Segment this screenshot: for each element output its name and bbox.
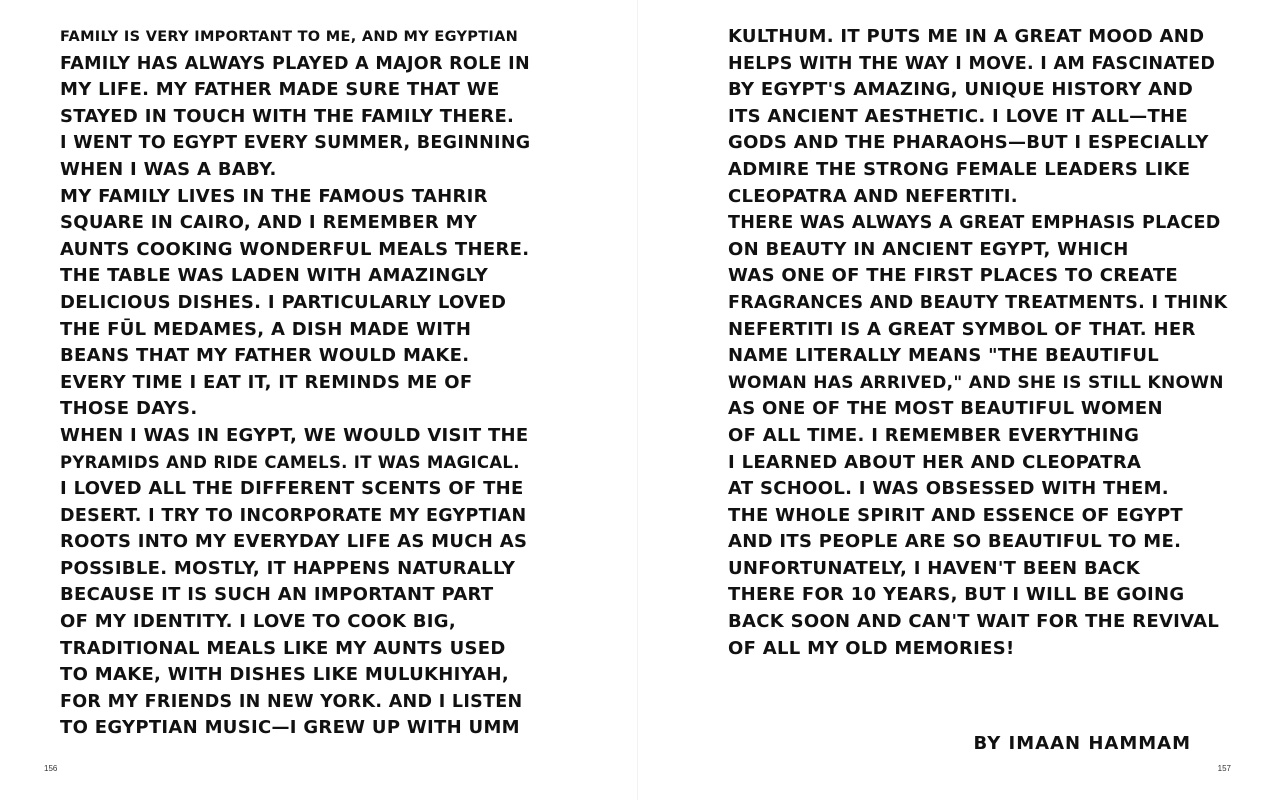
text-line: ROOTS INTO MY EVERYDAY LIFE AS MUCH AS bbox=[60, 531, 528, 553]
text-line: PYRAMIDS AND RIDE CAMELS. IT WAS MAGICAL. bbox=[60, 452, 520, 472]
text-line: HELPS WITH THE WAY I MOVE. I AM FASCINATED bbox=[728, 53, 1216, 74]
text-line: POSSIBLE. MOSTLY, IT HAPPENS NATURALLY bbox=[60, 557, 516, 579]
text-line: THE WHOLE SPIRIT AND ESSENCE OF EGYPT bbox=[728, 504, 1184, 526]
text-line: MY LIFE. MY FATHER MADE SURE THAT WE bbox=[60, 79, 500, 101]
text-line: TO EGYPTIAN MUSIC—I GREW UP WITH UMM bbox=[60, 717, 520, 739]
text-line: TO MAKE, WITH DISHES LIKE MULUKHIYAH, bbox=[60, 664, 509, 686]
text-line: STAYED IN TOUCH WITH THE FAMILY THERE. bbox=[60, 105, 515, 127]
text-line: BY EGYPT'S AMAZING, UNIQUE HISTORY AND bbox=[728, 79, 1194, 101]
page-number: 156 bbox=[44, 764, 58, 773]
text-line: WHEN I WAS A BABY. bbox=[60, 158, 277, 180]
text-line: AUNTS COOKING WONDERFUL MEALS THERE. bbox=[60, 238, 530, 260]
text-line: THERE WAS ALWAYS A GREAT EMPHASIS PLACED bbox=[728, 213, 1221, 234]
text-line: THE FŪL MEDAMES, A DISH MADE WITH bbox=[60, 318, 472, 340]
text-line: THE TABLE WAS LADEN WITH AMAZINGLY bbox=[60, 265, 489, 287]
page-number: 157 bbox=[1217, 764, 1231, 773]
text-line: ON BEAUTY IN ANCIENT EGYPT, WHICH bbox=[728, 238, 1129, 260]
text-line: FAMILY IS VERY IMPORTANT TO ME, AND MY EGYPTIAN bbox=[60, 29, 519, 45]
text-line: DELICIOUS DISHES. I PARTICULARLY LOVED bbox=[60, 291, 507, 313]
text-line: OF ALL TIME. I REMEMBER EVERYTHING bbox=[728, 424, 1140, 446]
text-line: DESERT. I TRY TO INCORPORATE MY EGYPTIAN bbox=[60, 505, 527, 526]
text-line: OF ALL MY OLD MEMORIES! bbox=[728, 637, 1015, 659]
text-line: ADMIRE THE STRONG FEMALE LEADERS LIKE bbox=[728, 158, 1191, 180]
text-line: AND ITS PEOPLE ARE SO BEAUTIFUL TO ME. bbox=[728, 531, 1182, 553]
text-line: TRADITIONAL MEALS LIKE MY AUNTS USED bbox=[60, 637, 506, 659]
left-page-text bbox=[60, 24, 530, 742]
text-line: NAME LITERALLY MEANS "THE BEAUTIFUL bbox=[728, 345, 1160, 367]
text-line: NEFERTITI IS A GREAT SYMBOL OF THAT. HER bbox=[728, 318, 1196, 340]
text-line: MY FAMILY LIVES IN THE FAMOUS TAHRIR bbox=[60, 185, 488, 207]
text-line: CLEOPATRA AND NEFERTITI. bbox=[728, 185, 1018, 207]
text-line: OF MY IDENTITY. I LOVE TO COOK BIG, bbox=[60, 611, 456, 633]
text-line: KULTHUM. IT PUTS ME IN A GREAT MOOD AND bbox=[728, 26, 1205, 47]
author-byline: BY IMAAN HAMMAM bbox=[973, 733, 1191, 754]
text-line: BECAUSE IT IS SUCH AN IMPORTANT PART bbox=[60, 584, 494, 606]
text-line: AT SCHOOL. I WAS OBSESSED WITH THEM. bbox=[728, 478, 1169, 500]
text-line: FRAGRANCES AND BEAUTY TREATMENTS. I THINK bbox=[728, 292, 1228, 313]
left-page bbox=[0, 0, 637, 800]
text-line: EVERY TIME I EAT IT, IT REMINDS ME OF bbox=[60, 371, 473, 393]
text-line: AS ONE OF THE MOST BEAUTIFUL WOMEN bbox=[728, 398, 1163, 420]
text-line: I WENT TO EGYPT EVERY SUMMER, BEGINNING bbox=[60, 133, 531, 154]
text-line: UNFORTUNATELY, I HAVEN'T BEEN BACK bbox=[728, 557, 1140, 579]
text-line: FAMILY HAS ALWAYS PLAYED A MAJOR ROLE IN bbox=[60, 53, 530, 74]
right-page-text bbox=[728, 24, 1228, 662]
text-line: BEANS THAT MY FATHER WOULD MAKE. bbox=[60, 345, 470, 367]
text-line: THERE FOR 10 YEARS, BUT I WILL BE GOING bbox=[728, 584, 1185, 606]
text-line: I LOVED ALL THE DIFFERENT SCENTS OF THE bbox=[60, 478, 524, 500]
text-line: I LEARNED ABOUT HER AND CLEOPATRA bbox=[728, 451, 1142, 473]
text-line: WAS ONE OF THE FIRST PLACES TO CREATE bbox=[728, 265, 1179, 287]
text-line: THOSE DAYS. bbox=[60, 398, 198, 420]
text-line: SQUARE IN CAIRO, AND I REMEMBER MY bbox=[60, 212, 478, 234]
text-line: FOR MY FRIENDS IN NEW YORK. AND I LISTEN bbox=[60, 691, 523, 712]
right-page bbox=[638, 0, 1275, 800]
text-line: BACK SOON AND CAN'T WAIT FOR THE REVIVAL bbox=[728, 611, 1220, 633]
text-line: GODS AND THE PHARAOHS—BUT I ESPECIALLY bbox=[728, 132, 1209, 154]
text-line: ITS ANCIENT AESTHETIC. I LOVE IT ALL—THE bbox=[728, 105, 1188, 127]
text-line: WOMAN HAS ARRIVED," AND SHE IS STILL KNOWN bbox=[728, 372, 1224, 393]
text-line: WHEN I WAS IN EGYPT, WE WOULD VISIT THE bbox=[60, 424, 529, 446]
